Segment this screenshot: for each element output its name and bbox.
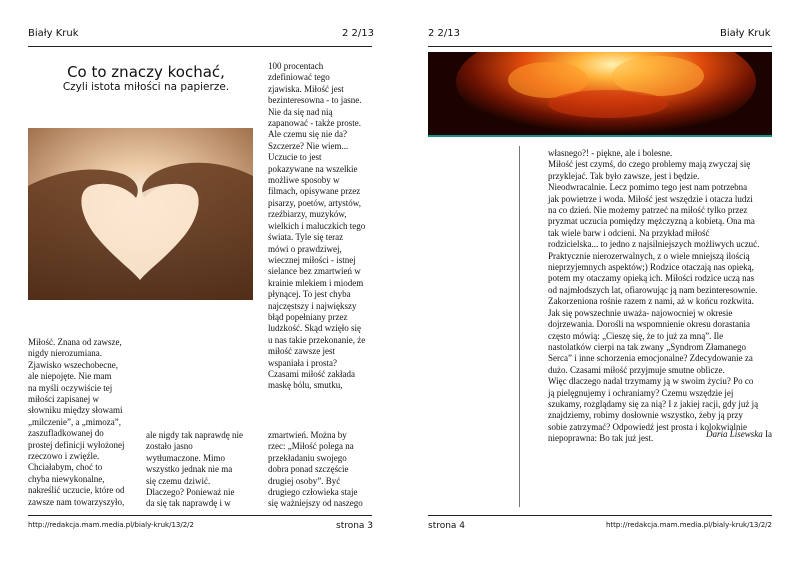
header-issue-number: 2 2/13 <box>342 28 374 39</box>
header-rule <box>428 46 772 47</box>
article-subtitle: Czyli istota miłości na papierze. <box>62 81 230 93</box>
article-title: Co to znaczy kochać, <box>67 63 225 81</box>
page-number: strona 3 <box>336 521 374 531</box>
accent-rule <box>428 135 772 137</box>
page-right <box>400 0 800 566</box>
article-column-1: Miłość. Znana od zawsze, nigdy nierozumiana. Zjawisko wszechobecne, ale niepojęte. Nie mam na myśli oczywiście tej miłości zapisanej w słowniku między słowami „milczenie”, a „mimoza”, zaszufladkowanej do prostej definicji wyłożonej rzeczowo i zwięźle. Chciałabym, choć to chyba niewykonalne, nakreślić uczucie, które od zawsze nam towarzyszyło, <box>28 337 125 507</box>
article-column-2: ale nigdy tak naprawdę nie zostało jasno wytłumaczone. Mimo wszystko jednak nie ma się czemu dziwić. Dlaczego? Ponieważ nie da się tak naprawdę i w <box>146 430 243 509</box>
footer-rule <box>28 515 372 516</box>
fire-heart-photo <box>428 52 772 135</box>
article-column-4: własnego?! - piękne, ale i bolesne. Miłość jest czymś, do czego problemy mają zwyczaj się przyklejać. Tak było zawsze, jest i będzie. Nieodwracalnie. Lecz pomimo tego jest nam potrzebna jak powietrze i woda. Miłość jest wszędzie i otacza ludzi na co dzień. Nie możemy patrzeć na miłość tylko przez pryzmat uczucia pomiędzy mężczyzną a kobietą. Ona ma tak wiele barw i odcieni. Na przykład miłość rodzicielska... to jedno z najsilniejszych możliwych uczuć. Praktycznie nierozerwalnych, z o wiele mniejszą ilością nieprzyjemnych aspektów;) Rodzice otaczają nas opieką, potem my otaczamy opieką ich. Miłości rodzice uczą nas od najmłodszych lat, ofiarowując ją nam bezinteresownie. Zakorzeniona rośnie razem z nami, aż w końcu rozkwita. Jak się powszechnie uważa- najowocniej w okresie dojrzewania. Dorośli na wspomnienie okresu dorastania często mówią: „Cieszę się, że to już za mną”. Ile nastolatków cierpi na tak zwany „Syndrom Złamanego Serca” i inne schorzenia emocjonalne? Zdecydowanie za dużo. Czasami miłość przyjmuje smutne oblicze. Więc dlaczego nadal trzymamy ją w swoim życiu? Po co ją pielęgnujemy i ochraniamy? Czemu wszędzie jej szukamy, rozglądamy się za nią? I z jakiej racji, gdy już ją znajdziemy, robimy dosłownie wszystko, żeby ją przy sobie zatrzymać? Odpowiedź jest prosta i kolokwialnie niepoprawna: Bo tak już jest. <box>548 148 760 444</box>
page-number: strona 4 <box>428 521 466 531</box>
heart-hands-photo <box>28 128 253 300</box>
column-divider <box>519 146 520 507</box>
header-issue-number: 2 2/13 <box>428 28 460 39</box>
header-magazine-title: Biały Kruk <box>720 28 771 39</box>
header-magazine-title: Biały Kruk <box>28 28 79 39</box>
footer-url-link[interactable]: http://redakcja.mam.media.pl/bialy-kruk/13/2/2 <box>28 521 194 529</box>
author-class: Ia <box>762 429 773 439</box>
footer-url-link[interactable]: http://redakcja.mam.media.pl/bialy-kruk/13/2/2 <box>606 521 772 529</box>
article-column-3-bottom: zmartwień. Można by rzec: „Miłość polega na przekładaniu swojego dobra ponad szczęście drugiej osoby”. Być drugiego człowieka staje się ważniejszy od naszego <box>268 430 363 509</box>
author-name: Daria Lisewska <box>706 429 763 439</box>
author-signature <box>706 429 772 439</box>
footer-rule <box>428 515 772 516</box>
header-rule <box>28 46 372 47</box>
article-column-3-top: 100 procentach zdefiniować tego zjawiska. Miłość jest bezinteresowna - to jasne. Nie da się nad nią zapanować - także proste. Ale czemu się nie da? Szczerze? Nie wiem... Uczucie to jest pokazywane na wszelkie możliwe sposoby w filmach, opisywane przez pisarzy, poetów, artystów, rzeźbiarzy, muzyków, wielkich i maluczkich tego świata. Tyle się teraz mówi o prawdziwej, wiecznej miłości - istnej sielance bez zmartwień w krainie mlekiem i miodem płynącej. To jest chyba najczęstszy i największy błąd popełniany przez ludzkość. Skąd wzięło się u nas takie przekonanie, że miłość zawsze jest wspaniała i prosta? Czasami miłość zakłada maskę bólu, smutku, <box>268 61 366 391</box>
